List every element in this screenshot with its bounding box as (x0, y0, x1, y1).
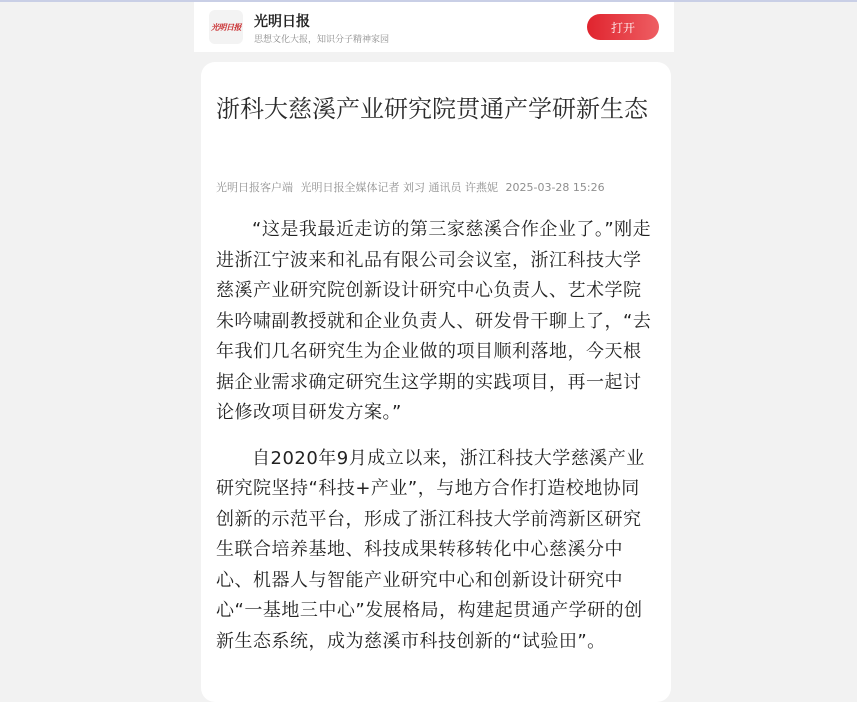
article-datetime: 2025-03-28 15:26 (505, 181, 605, 194)
article-body (216, 215, 656, 672)
article-paragraph: “这是我最近走访的第三家慈溪合作企业了。”刚走进浙江宁波来和礼品有限公司会议室，浙江科技大学慈溪产业研究院创新设计研究中心负责人、艺术学院朱吟啸副教授就和企业负责人、研发骨干聊上了，“去年我们几名研究生为企业做的项目顺利落地，今天根据企业需求确定研究生这学期的实践项目，再一起讨论修改项目研发方案。” (216, 219, 652, 423)
logo-wordmark: 光明日报 (211, 21, 241, 32)
app-slogan: 思想文化大报，知识分子精神家园 (254, 35, 390, 45)
app-download-banner (194, 2, 674, 52)
article-source: 光明日报客户端 (216, 181, 293, 194)
open-app-button[interactable]: 打开 (587, 14, 659, 40)
article-title: 浙科大慈溪产业研究院贯通产学研新生态 (216, 95, 648, 123)
article-authors: 光明日报全媒体记者 刘习 通讯员 许燕妮 (300, 181, 498, 194)
app-name: 光明日报 (254, 14, 310, 30)
article-paragraph: 自2020年9月成立以来，浙江科技大学慈溪产业研究院坚持“科技+产业”，与地方合作打造校地协同创新的示范平台，形成了浙江科技大学前湾新区研究生联合培养基地、科技成果转移转化中心慈溪分中心、机器人与智能产业研究中心和创新设计研究中心“一基地三中心”发展格局，构建起贯通产学研的创新生态系统，成为慈溪市科技创新的“试验田”。 (216, 447, 645, 652)
app-logo (209, 10, 243, 44)
article-meta (216, 179, 666, 195)
article-card (201, 62, 671, 702)
